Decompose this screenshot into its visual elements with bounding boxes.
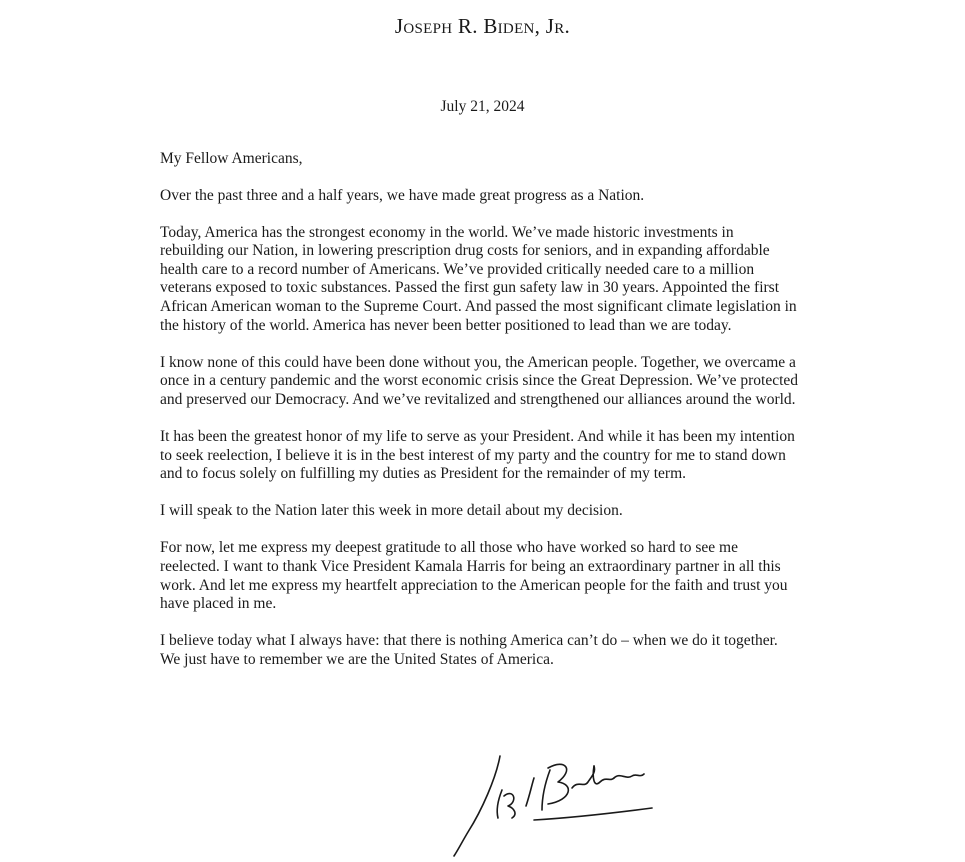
paragraph-4: It has been the greatest honor of my life to serve as your President. And while it has been my intention to seek reelection, I believe it is in the best interest of my party and the country for me to stand down and to focus solely on fulfilling my duties as President for the remainder of my term.: [160, 428, 795, 483]
paragraph-3: I know none of this could have been done without you, the American people. Together, we overcame a once in a century pandemic and the worst economic crisis since the Great Depression. We’ve protected and preserved our Democracy. And we’ve revitalized and strengthened our alliances around the world.: [160, 353, 799, 408]
letter-body: [160, 150, 800, 688]
paragraph-2: Today, America has the strongest economy in the world. We’ve made historic investments in rebuilding our Nation, in lowering prescription drug costs for seniors, and in expanding affordable health care to a record number of Americans. We’ve provided critically needed care to a million veterans exposed to toxic substances. Passed the first gun safety law in 30 years. Appointed the first African American woman to the Supreme Court. And passed the most significant climate legislation in the history of the world. America has never been better positioned to lead than we are today.: [160, 223, 797, 334]
paragraph-7: I believe today what I always have: that there is nothing America can’t do – when we do it together. We just have to remember we are the United States of America.: [160, 632, 778, 668]
paragraph-5: I will speak to the Nation later this week in more detail about my decision.: [160, 502, 623, 520]
paragraph-6: For now, let me express my deepest gratitude to all those who have worked so hard to see me reelected. I want to thank Vice President Kamala Harris for being an extraordinary partner in all this work. And let me express my heartfelt appreciation to the American people for the faith and trust you have placed in me.: [160, 539, 788, 613]
letterhead: Joseph R. Biden, Jr.: [394, 14, 571, 38]
handwritten-signature: [438, 748, 678, 858]
paragraph-1: Over the past three and a half years, we have made great progress as a Nation.: [160, 186, 645, 204]
salutation: My Fellow Americans,: [160, 150, 303, 167]
letter-date: July 21, 2024: [440, 98, 525, 115]
